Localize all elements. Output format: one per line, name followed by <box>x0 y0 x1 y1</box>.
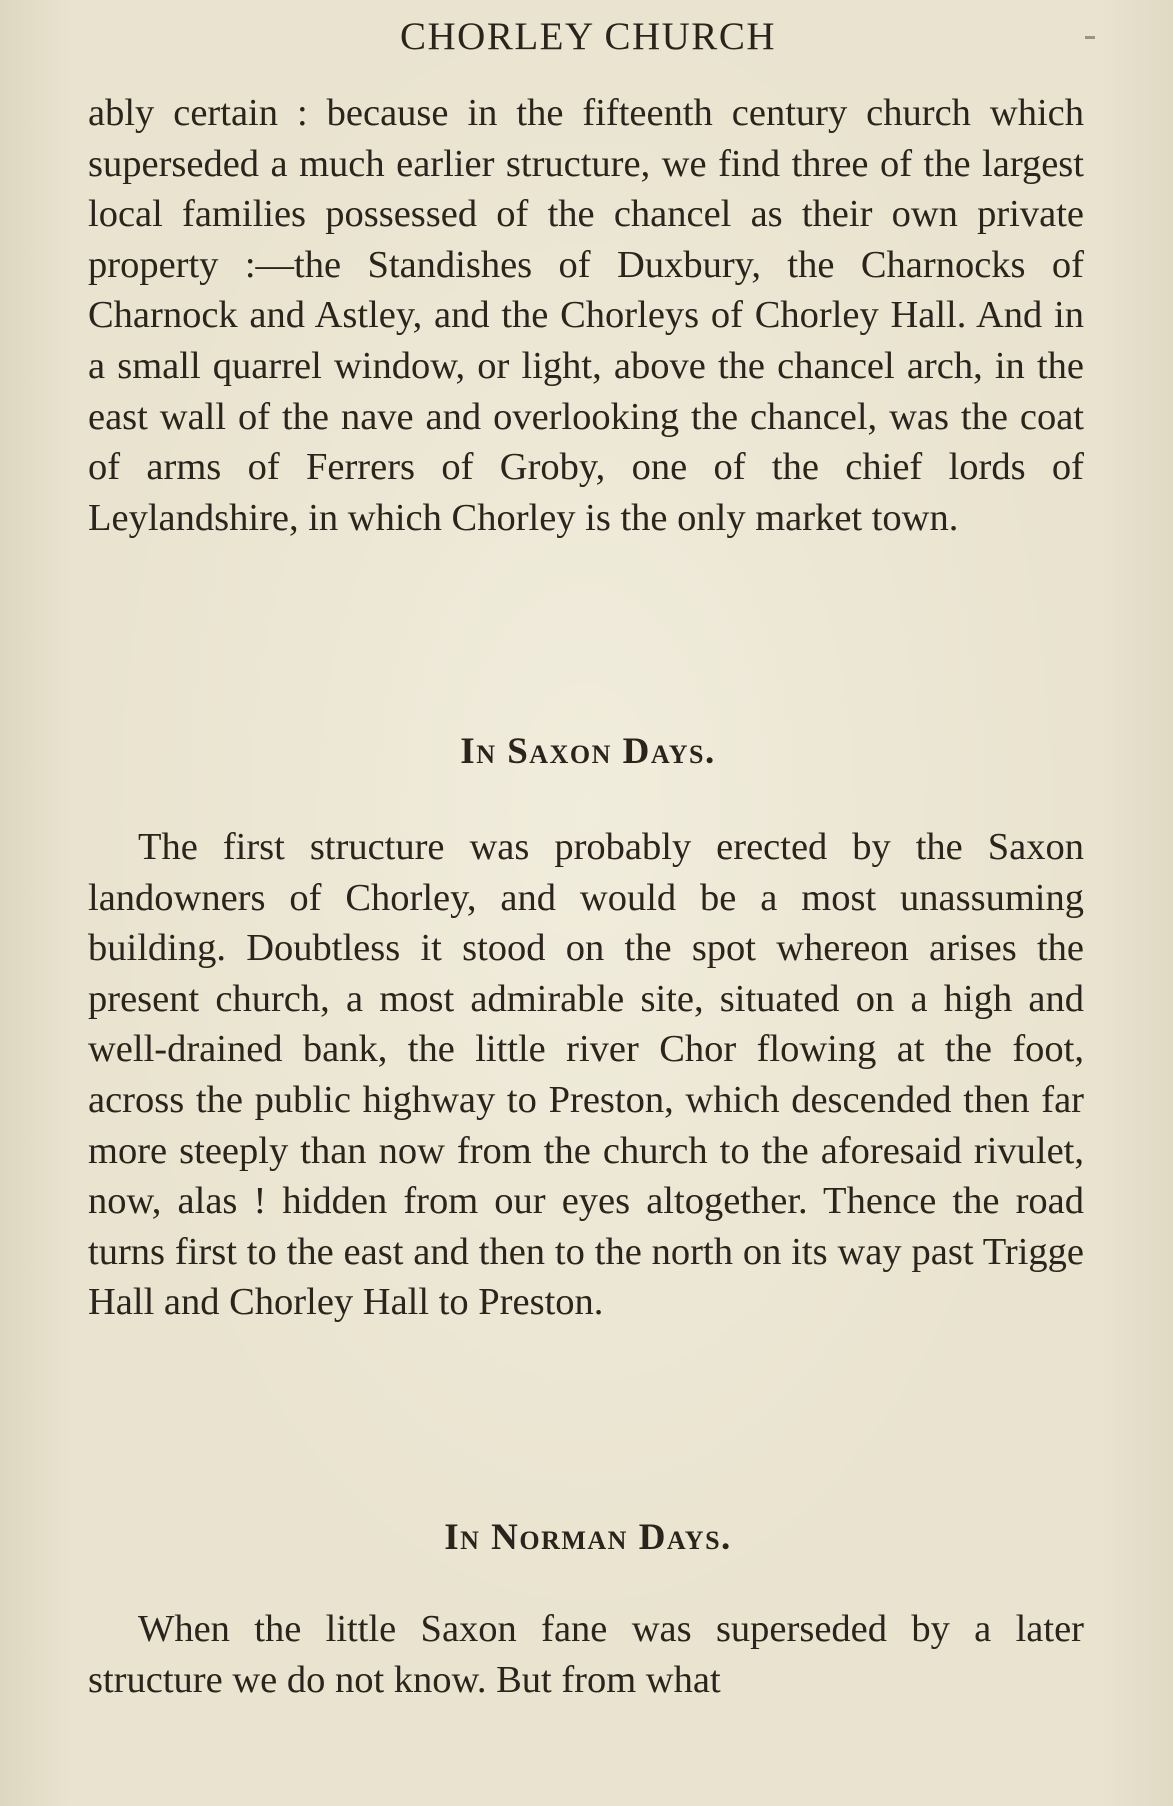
paragraph-continuation: ably certain : because in the fifteenth century church which superseded a much earlier structure, we find three of the largest local families possessed of the chancel as their own private property :—the Standishes of Duxbury, the Charnocks of Charnock and Astley, and the Chorleys of Chorley Hall. And in a small quarrel window, or light, above the chancel arch, in the east wall of the nave and overlooking the chancel, was the coat of arms of Ferrers of Groby, one of the chief lords of Leylandshire, in which Chorley is the only market town. <box>88 92 1084 539</box>
running-head: CHORLEY CHURCH <box>400 15 776 58</box>
paragraph-saxon: The first structure was probably erected by the Saxon landowners of Chorley, and would be a most unassuming building. Doubtless it stood on the spot whereon arises the present church, a most admirable site, situated on a high and well-drained bank, the little river Chor flowing at the foot, across the public highway to Preston, which descended then far more steeply than now from the church to the aforesaid rivulet, now, alas ! hidden from our eyes altogether. Thence the road turns first to the east and then to the north on its way past Trigge Hall and Chorley Hall to Preston. <box>88 826 1084 1324</box>
book-page <box>88 0 1084 1806</box>
section-heading-saxon: In Saxon Days. <box>460 731 716 772</box>
section-heading-norman: In Norman Days. <box>444 1517 732 1558</box>
ink-speck <box>1085 36 1095 39</box>
paragraph-norman: When the little Saxon fane was superseded by a later structure we do not know. But from what <box>88 1608 1084 1701</box>
